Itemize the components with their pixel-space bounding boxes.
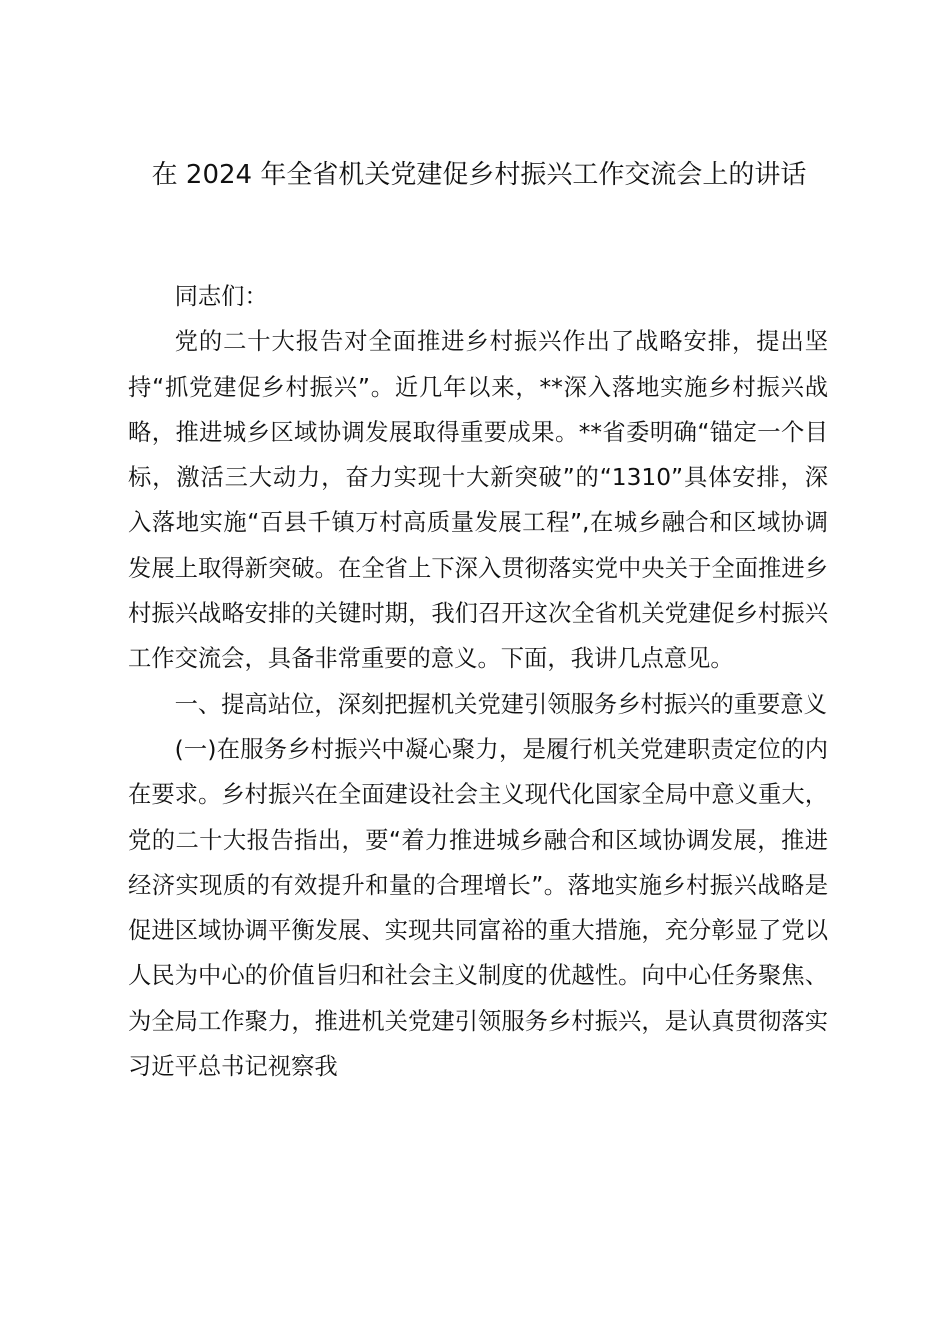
body-paragraph: (一)在服务乡村振兴中凝心聚力，是履行机关党建职责定位的内在要求。乡村振兴在全面建设社会主义现代化国家全局中意义重大，党的二十大报告指出，要“着力推进城乡融合和区域协调发展，推进经济实现质的有效提升和量的合理增长”。落地实施乡村振兴战略是促进区域协调平衡发展、实现共同富裕的重大措施，充分彰显了党以人民为中心的价值旨归和社会主义制度的优越性。向中心任务聚焦、为全局工作聚力，推进机关党建引领服务乡村振兴，是认真贯彻落实习近平总书记视察我 xyxy=(128,735,828,1081)
intro-paragraph: 党的二十大报告对全面推进乡村振兴作出了战略安排，提出坚持“抓党建促乡村振兴”。近几年以来，**深入落地实施乡村振兴战略，推进城乡区域协调发展取得重要成果。**省委明确“锚定一个目标，激活三大动力，奋力实现十大新突破”的“1310”具体安排，深入落地实施“百县千镇万村高质量发展工程”,在城乡融合和区域协调发展上取得新突破。在全省上下深入贯彻落实党中央关于全面推进乡村振兴战略安排的关键时期，我们召开这次全省机关党建促乡村振兴工作交流会，具备非常重要的意义。下面，我讲几点意见。 xyxy=(128,328,828,673)
section-heading: 一、提高站位，深刻把握机关党建引领服务乡村振兴的重要意义 xyxy=(174,690,827,718)
document-title: 在 2024 年全省机关党建促乡村振兴工作交流会上的讲话 xyxy=(151,160,807,190)
greeting-paragraph: 同志们： xyxy=(174,283,268,310)
document-body xyxy=(128,274,828,1089)
